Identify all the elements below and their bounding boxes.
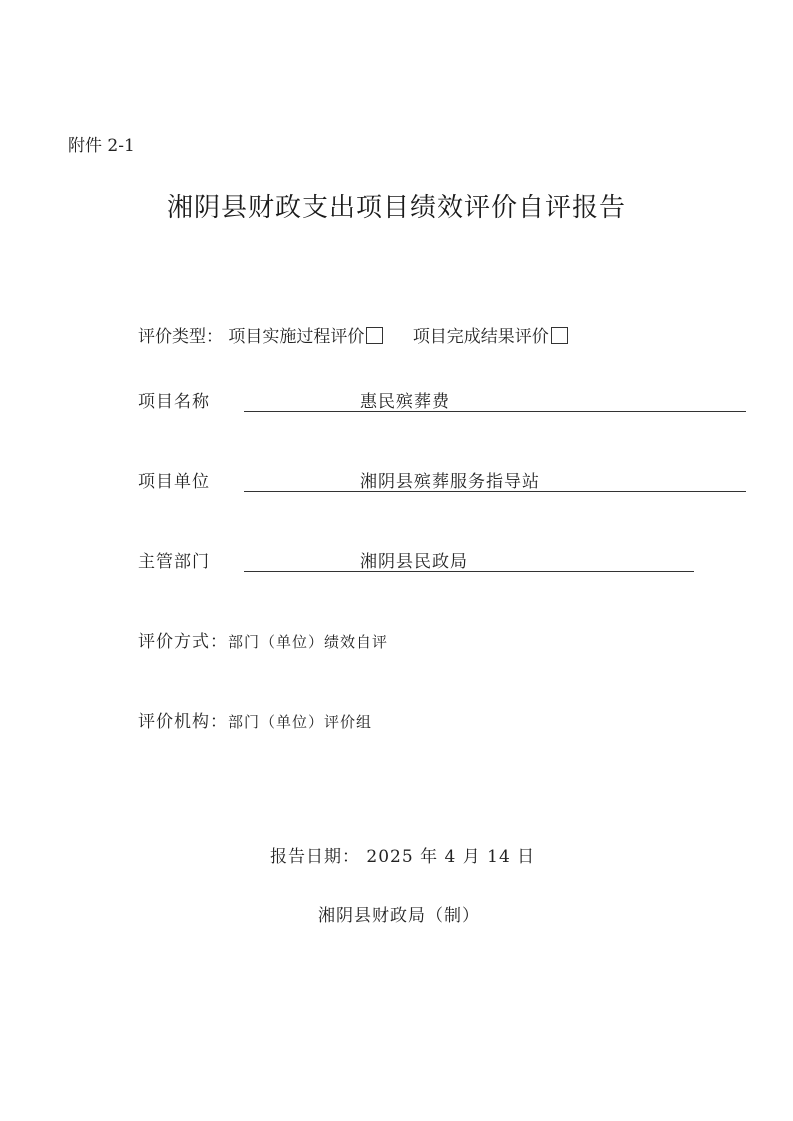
department-label: 主管部门 [138, 552, 210, 572]
project-unit-field [138, 467, 748, 491]
option-result-text: 项目完成结果评价 [412, 327, 549, 347]
checkbox-result[interactable] [551, 327, 568, 344]
evaluation-agency-label: 评价机构： [138, 712, 228, 732]
evaluation-method-row [138, 627, 388, 652]
evaluation-method-label: 评价方式： [138, 632, 228, 652]
report-date-label: 报告日期： [270, 847, 360, 867]
report-date [270, 842, 535, 867]
evaluation-type-row [138, 322, 592, 347]
option-process-text: 项目实施过程评价 [228, 327, 365, 347]
project-name-label: 项目名称 [138, 392, 210, 412]
evaluation-type-label: 评价类型： [138, 327, 223, 347]
issuer: 湘阴县财政局（制） [318, 906, 480, 926]
report-date-month: 4 [444, 847, 457, 867]
project-name-underline [244, 411, 746, 412]
evaluation-method-value: 部门（单位）绩效自评 [228, 633, 389, 651]
report-date-year: 2025 [366, 847, 414, 867]
report-date-year-unit: 年 [420, 847, 439, 867]
department-underline [244, 571, 694, 572]
report-date-day-unit: 日 [517, 847, 536, 867]
evaluation-agency-row [138, 707, 372, 732]
project-name-value: 惠民殡葬费 [360, 392, 450, 412]
report-date-month-unit: 月 [462, 847, 481, 867]
checkbox-process[interactable] [366, 327, 383, 344]
evaluation-agency-value: 部门（单位）评价组 [228, 713, 373, 731]
option-result-evaluation[interactable] [413, 322, 568, 347]
report-title: 湘阴县财政支出项目绩效评价自评报告 [166, 193, 626, 223]
project-name-field [138, 387, 748, 411]
department-value: 湘阴县民政局 [360, 552, 468, 572]
option-process-evaluation[interactable] [228, 322, 383, 347]
report-date-day: 14 [487, 847, 511, 867]
attachment-label: 附件 2-1 [68, 136, 135, 156]
project-unit-value: 湘阴县殡葬服务指导站 [360, 472, 540, 492]
department-field [138, 547, 698, 571]
project-unit-label: 项目单位 [138, 472, 210, 492]
